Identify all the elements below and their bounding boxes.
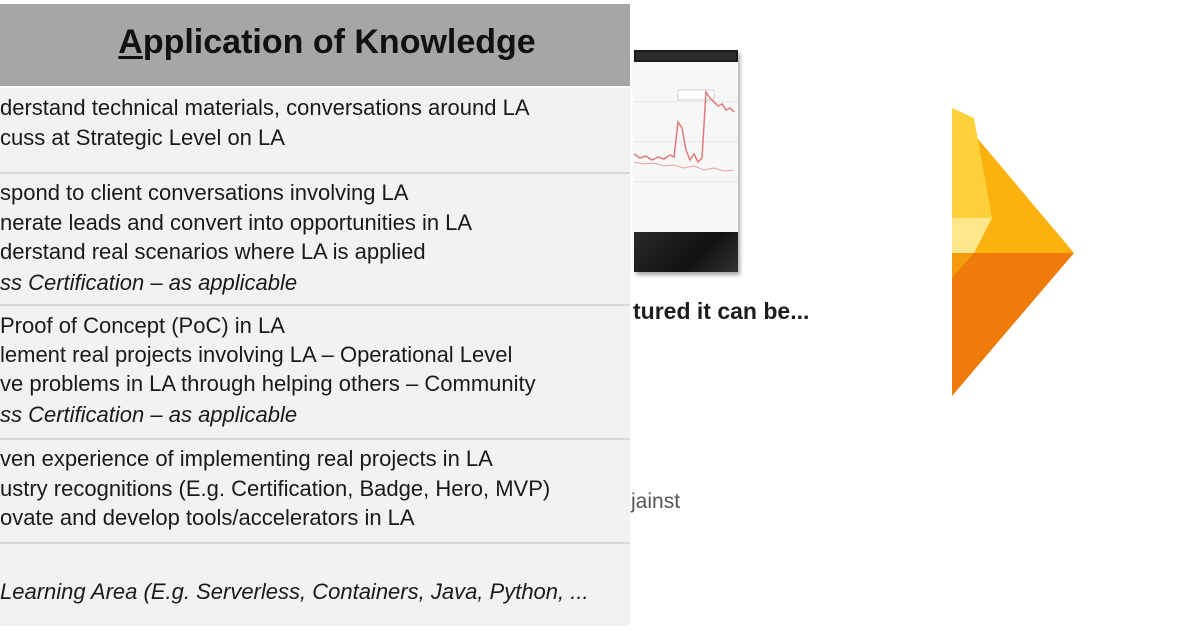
screenshot-fragment: [630, 0, 930, 630]
row-line: nerate leads and convert into opportunities in LA: [0, 210, 473, 235]
table-row: [0, 174, 630, 304]
row-line: Learning Area (E.g. Serverless, Containers, Java, Python, ...: [0, 579, 589, 604]
row-line: lement real projects involving LA – Operational Level: [0, 342, 513, 367]
fragment-caption: tured it can be...: [633, 298, 810, 324]
thumbnail-base: [634, 232, 738, 272]
row-line: cuss at Strategic Level on LA: [0, 125, 285, 150]
row-line: ustry recognitions (E.g. Certification, Badge, Hero, MVP): [0, 476, 551, 501]
thumbnail-topbar: [636, 52, 736, 60]
row-line: ovate and develop tools/accelerators in LA: [0, 505, 415, 530]
table-row: [0, 440, 630, 542]
orange-diamond-logo-icon: [952, 108, 1078, 398]
table-header: [0, 4, 630, 86]
thumbnail-screen: [634, 62, 738, 232]
thumbnail-line-graphic: [634, 62, 738, 232]
table-row: [0, 88, 630, 172]
row-line: spond to client conversations involving LA: [0, 180, 409, 205]
row-line: ss Certification – as applicable: [0, 402, 298, 427]
row-line: ve problems in LA through helping others – Community: [0, 371, 536, 396]
row-line: derstand real scenarios where LA is applied: [0, 239, 426, 264]
device-thumbnail: [634, 50, 738, 272]
table-title: [94, 23, 535, 62]
row-line: ven experience of implementing real projects in LA: [0, 446, 493, 471]
row-line: derstand technical materials, conversations around LA: [0, 95, 530, 120]
table-row: [0, 544, 630, 626]
title-underlined-letter: A: [118, 22, 143, 61]
row-line: ss Certification – as applicable: [0, 270, 298, 295]
title-rest: pplication of Knowledge: [142, 22, 536, 61]
row-line: Proof of Concept (PoC) in LA: [0, 313, 285, 338]
table-row: [0, 306, 630, 438]
fragment-text: jainst: [631, 490, 681, 513]
